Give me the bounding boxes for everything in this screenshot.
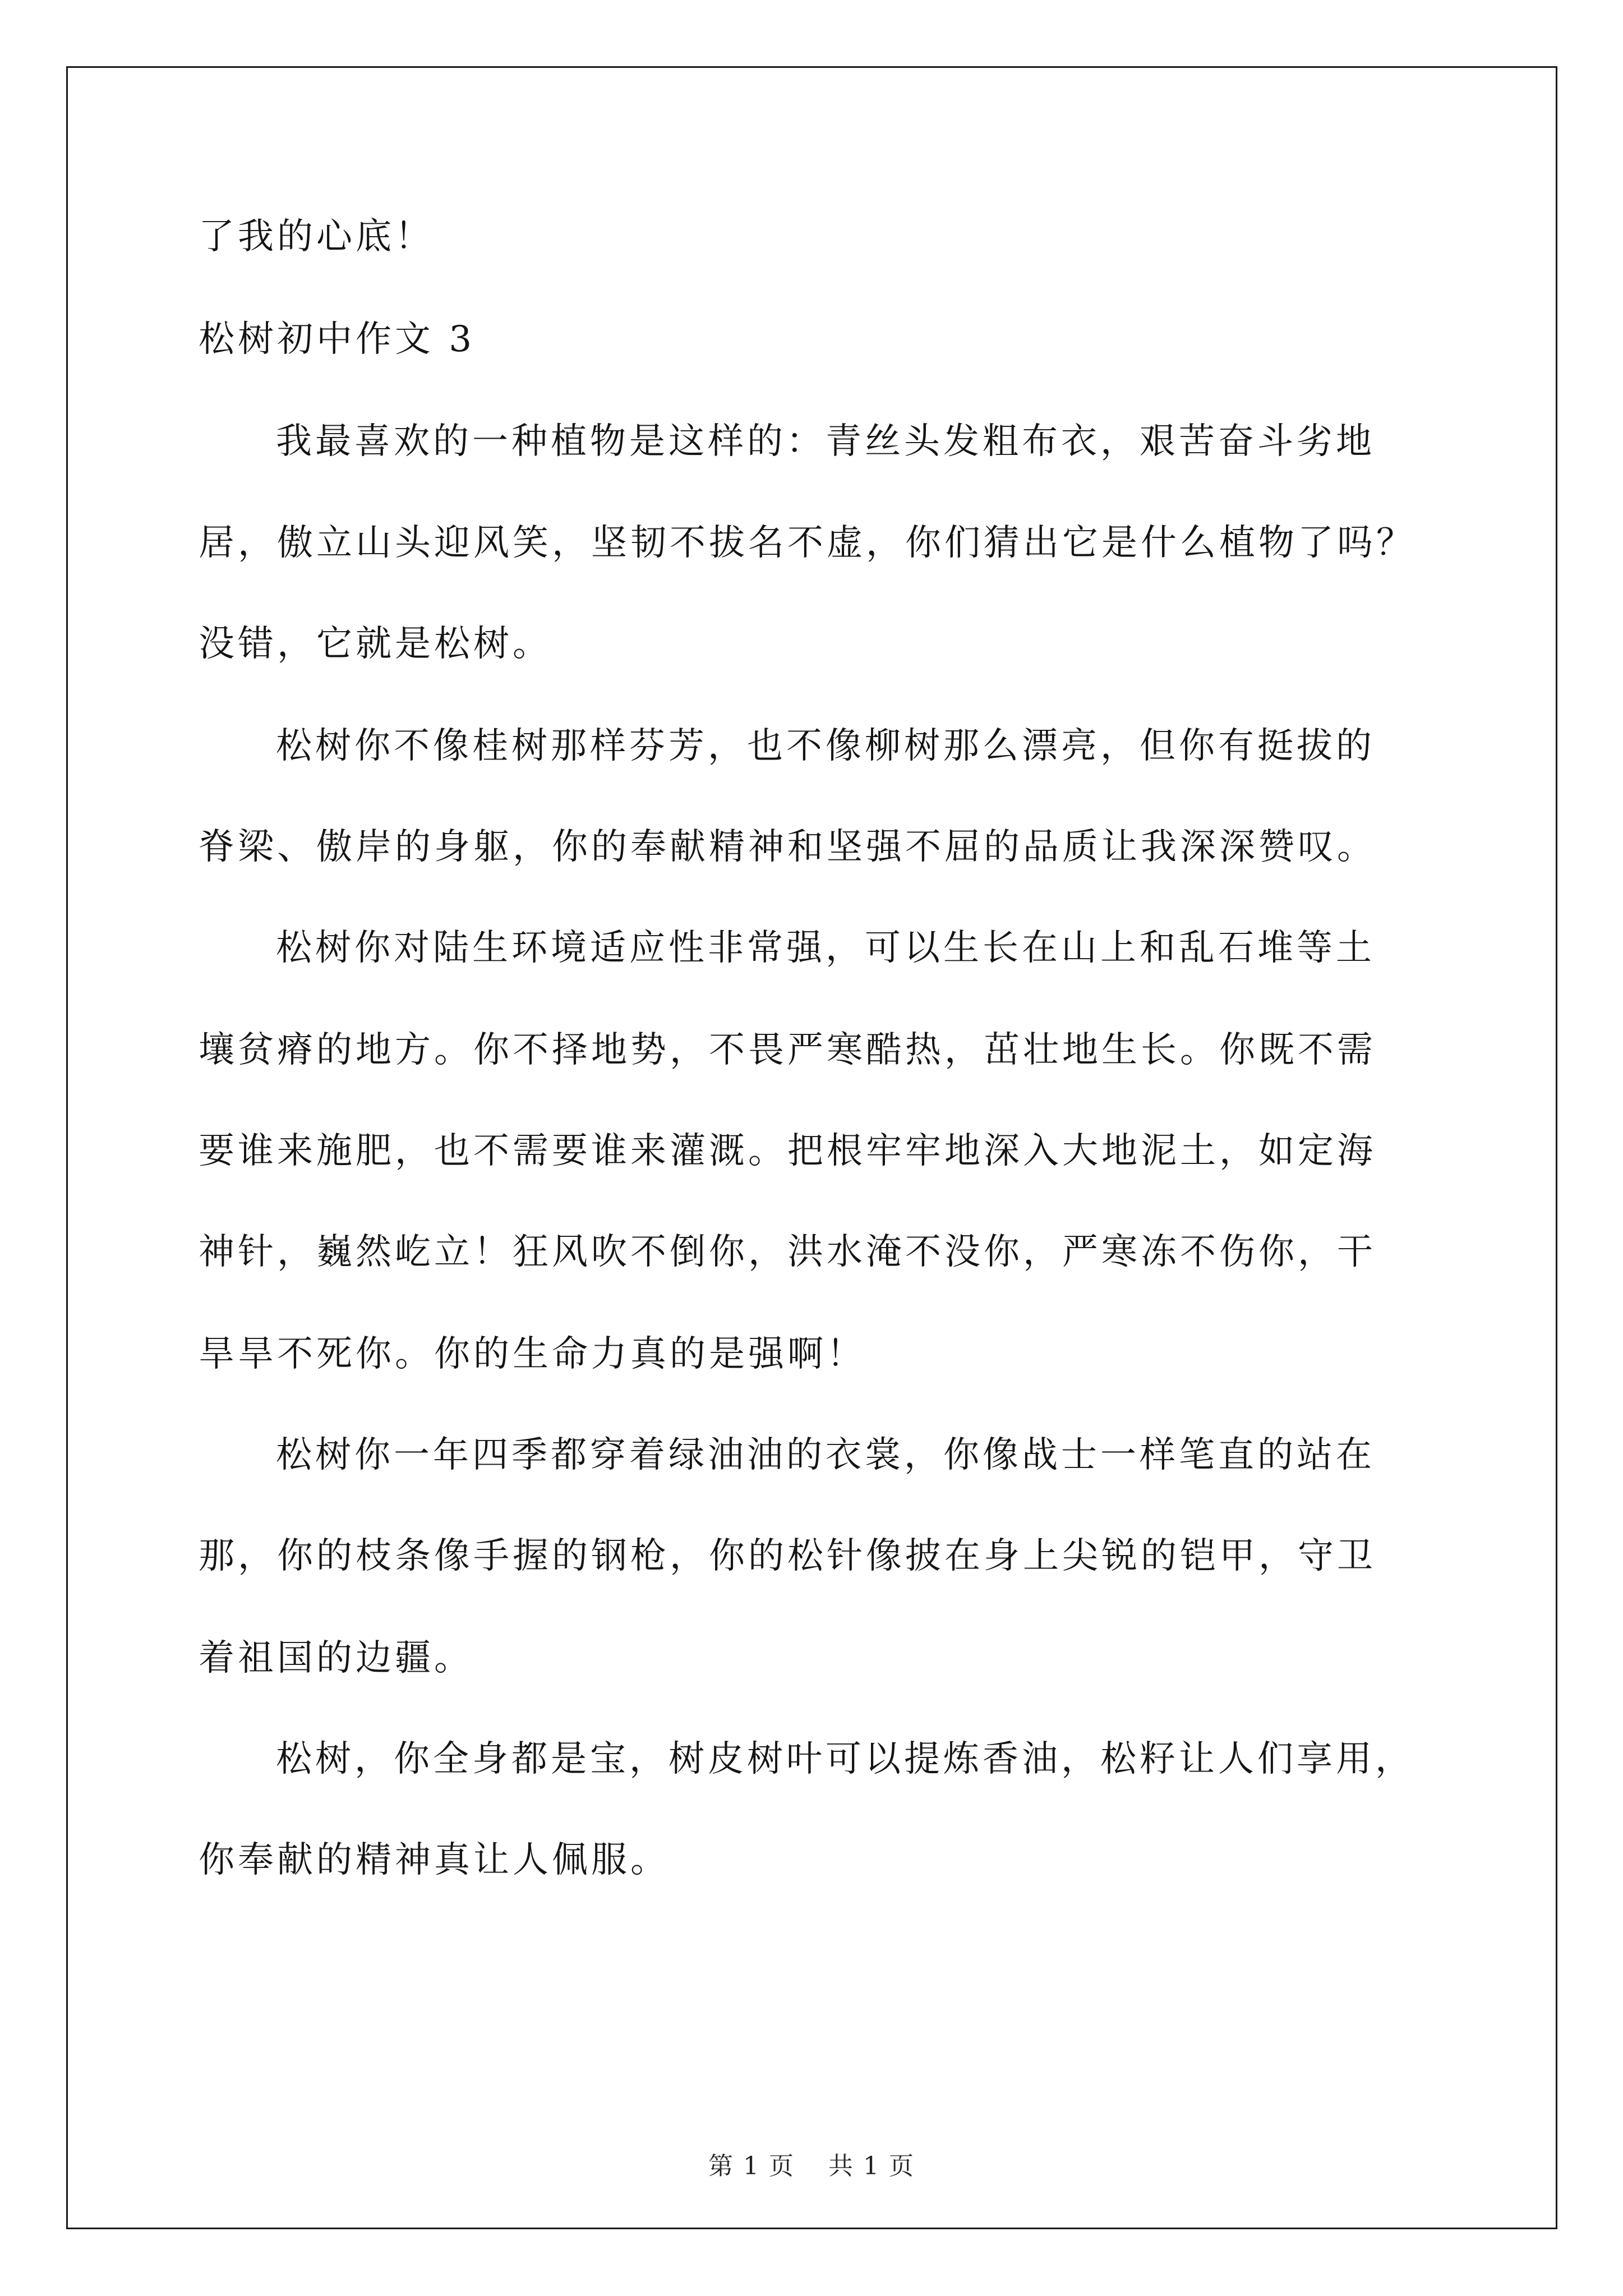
page-number: 第 1 页 <box>708 2152 795 2180</box>
paragraph-line: 壤贫瘠的地方。你不择地势，不畏严寒酷热，茁壮地生长。你既不需 <box>199 1029 1376 1071</box>
page-footer <box>0 2146 1623 2182</box>
paragraph-line: 居，傲立山头迎风笑，坚韧不拔名不虚，你们猜出它是什么植物了吗？ <box>199 522 1415 564</box>
paragraph-line: 那，你的枝条像手握的钢枪，你的松针像披在身上尖锐的铠甲，守卫 <box>199 1535 1376 1577</box>
section-title: 松树初中作文 3 <box>199 319 476 360</box>
paragraph-line: 脊梁、傲岸的身躯，你的奉献精神和坚强不屈的品质让我深深赞叹。 <box>199 826 1376 868</box>
page-total: 共 1 页 <box>828 2152 915 2180</box>
paragraph-line: 你奉献的精神真让人佩服。 <box>199 1839 670 1881</box>
paragraph-line: 松树你一年四季都穿着绿油油的衣裳，你像战士一样笔直的站在 <box>276 1434 1375 1476</box>
paragraph-line: 要谁来施肥，也不需要谁来灌溉。把根牢牢地深入大地泥土，如定海 <box>199 1130 1376 1172</box>
paragraph-line: 着祖国的边疆。 <box>199 1637 473 1679</box>
paragraph-line: 松树你对陆生环境适应性非常强，可以生长在山上和乱石堆等土 <box>276 927 1375 969</box>
paragraph-line: 松树你不像桂树那样芬芳，也不像柳树那么漂亮，但你有挺拔的 <box>276 725 1375 767</box>
paragraph-line: 神针，巍然屹立！狂风吹不倒你，洪水淹不没你，严寒冻不伤你，干 <box>199 1231 1376 1273</box>
paragraph-line: 了我的心底！ <box>199 216 434 257</box>
paragraph-line: 没错，它就是松树。 <box>199 623 552 665</box>
paragraph-line: 旱旱不死你。你的生命力真的是强啊！ <box>199 1333 866 1375</box>
paragraph-line: 松树，你全身都是宝，树皮树叶可以提炼香油，松籽让人们享用， <box>276 1738 1414 1780</box>
paragraph-line: 我最喜欢的一种植物是这样的：青丝头发粗布衣，艰苦奋斗劣地 <box>276 421 1375 462</box>
